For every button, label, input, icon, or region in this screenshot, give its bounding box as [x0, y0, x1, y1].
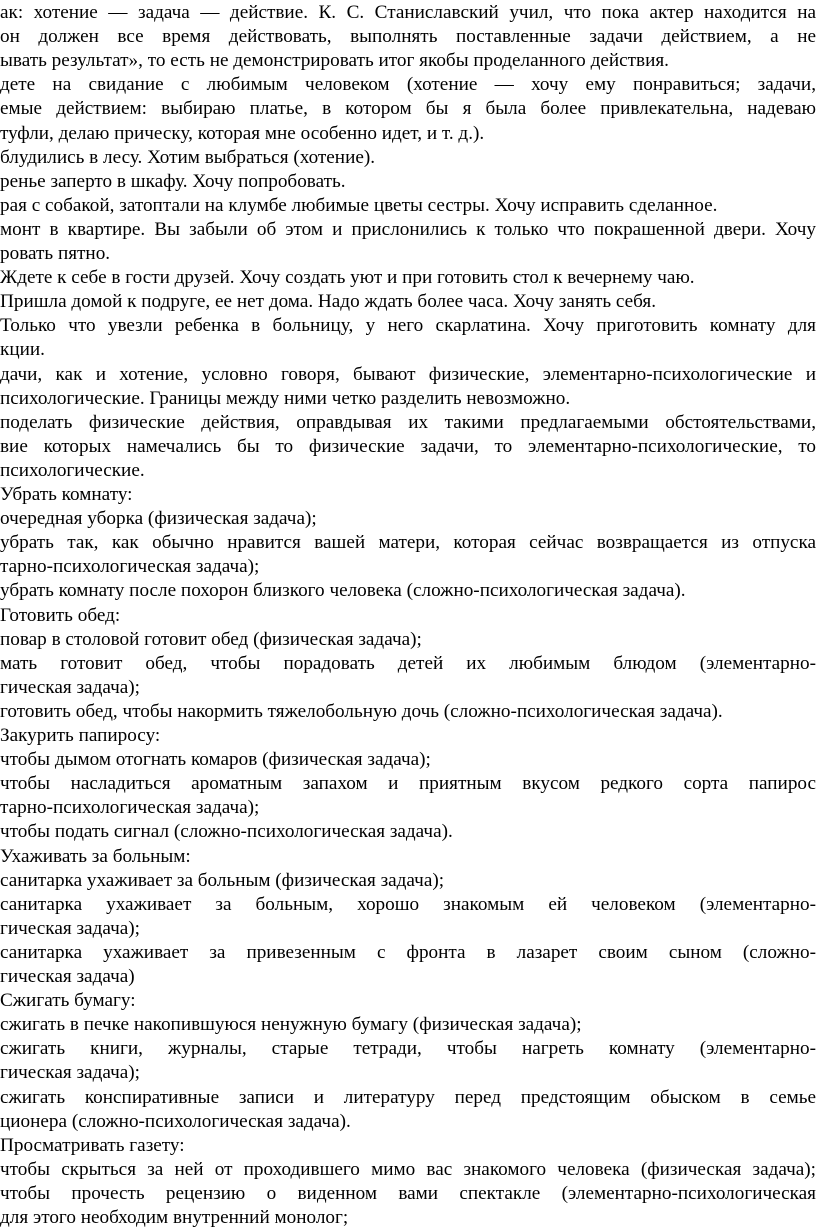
text-line: поделать физические действия, оправдывая их такими предлагаемыми обстоятельствами, — [0, 411, 816, 433]
text-line: блудились в лесу. Хотим выбраться (хотение). — [0, 146, 376, 168]
text-line: санитарка ухаживает за привезенным с фронта в лазарет своим сыном (сложно- — [0, 941, 816, 963]
text-line: вие которых намечались бы то физические задачи, то элементарно-психологические, то — [0, 435, 816, 457]
text-line: чтобы подать сигнал (сложно-психологическая задача). — [0, 821, 453, 843]
text-line: Просматривать газету: — [0, 1134, 185, 1156]
text-line: сжигать в печке накопившуюся ненужную бумагу (физическая задача); — [0, 1014, 582, 1036]
text-line: гическая задача); — [0, 1062, 140, 1084]
text-line: убрать комнату после похорон близкого человека (сложно-психологическая задача). — [0, 580, 686, 602]
text-line: Закурить папиросу: — [0, 725, 161, 746]
text-line: монт в квартире. Вы забыли об этом и прислонились к только что покрашенной двери. Хочу — [0, 218, 816, 240]
text-line: ровать пятно. — [0, 243, 111, 264]
text-line: мать готовит обед, чтобы порадовать детей их любимым блюдом (элементарно- — [0, 652, 816, 674]
text-line: Сжигать бумагу: — [0, 990, 136, 1012]
text-line: чтобы насладиться ароматным запахом и приятным вкусом редкого сорта папирос — [0, 773, 816, 795]
text-line: емые действием: выбираю платье, в котором бы я была более привлекательна, надеваю — [0, 98, 816, 120]
text-line: гическая задача); — [0, 917, 140, 939]
text-line: Ждете к себе в гости друзей. Хочу создать уют и при готовить стол к вечернему чаю. — [0, 267, 695, 289]
text-line: Только что увезли ребенка в больницу, у него скарлатина. Хочу приготовить комнату для — [0, 315, 816, 337]
text-line: чтобы дымом отогнать комаров (физическая задача); — [0, 749, 431, 771]
text-line: очередная уборка (физическая задача); — [0, 508, 317, 530]
text-line: он должен все время действовать, выполнять поставленные задачи действием, а не — [0, 26, 816, 48]
text-line: гическая задача) — [0, 966, 135, 987]
text-line: ак: хотение — задача — действие. К. С. Станиславский учил, что пока актер находится на — [0, 2, 816, 23]
text-line: чтобы скрыться за ней от проходившего мимо вас знакомого человека (физическая задача); — [0, 1158, 816, 1180]
text-line: гическая задача); — [0, 676, 140, 698]
text-line: ционера (сложно-психологическая задача). — [0, 1110, 351, 1132]
text-line: тарно-психологическая задача); — [0, 556, 260, 578]
text-line: Готовить обед: — [0, 604, 121, 626]
text-line: дачи, как и хотение, условно говоря, бывают физические, элементарно-психологические и — [0, 363, 816, 385]
text-line: Убрать комнату: — [0, 484, 133, 505]
text-line: туфли, делаю прическу, которая мне особенно идет, и т. д.). — [0, 122, 485, 144]
text-line: психологические. — [0, 459, 145, 481]
text-line: сжигать книги, журналы, старые тетради, чтобы нагреть комнату (элементарно- — [0, 1038, 816, 1060]
text-line: готовить обед, чтобы накормить тяжелобольную дочь (сложно-психологическая задача). — [0, 700, 723, 722]
text-line: повар в столовой готовит обед (физическая задача); — [0, 628, 422, 650]
text-line: дете на свидание с любимым человеком (хотение — хочу ему понравиться; задачи, — [0, 74, 816, 96]
text-line: сжигать конспиративные записи и литературу перед предстоящим обыском в семье — [0, 1086, 816, 1108]
text-line: санитарка ухаживает за больным (физическая задача); — [0, 869, 445, 891]
text-line: Пришла домой к подруге, ее нет дома. Надо ждать более часа. Хочу занять себя. — [0, 291, 657, 313]
text-line: психологические. Границы между ними четко разделить невозможно. — [0, 387, 571, 409]
text-line: кции. — [0, 339, 45, 361]
text-line: чтобы прочесть рецензию о виденном вами спектакле (элементарно-психологическая — [0, 1182, 816, 1204]
text-line: для этого необходим внутренний монолог; — [0, 1207, 349, 1228]
text-line: Ухаживать за больным: — [0, 845, 191, 867]
text-line: убрать так, как обычно нравится вашей матери, которая сейчас возвращается из отпуска — [0, 532, 816, 554]
text-line: ывать результат», то есть не демонстрировать итог якобы проделанного действия. — [0, 50, 669, 72]
text-line: ренье заперто в шкафу. Хочу попробовать. — [0, 170, 346, 192]
text-line: рая с собакой, затоптали на клумбе любимые цветы сестры. Хочу исправить сделанное. — [0, 194, 718, 216]
text-line: тарно-психологическая задача); — [0, 797, 260, 819]
text-line: санитарка ухаживает за больным, хорошо знакомым ей человеком (элементарно- — [0, 893, 816, 915]
